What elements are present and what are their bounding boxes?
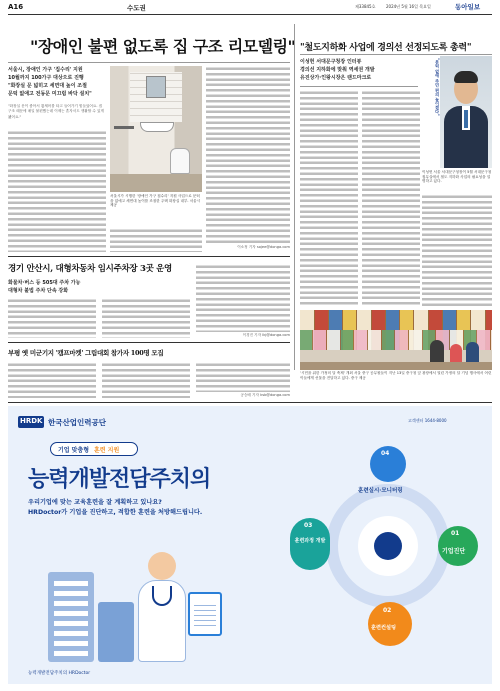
step-label-01: 기업진단 [442, 548, 466, 555]
article2-title: "철도지하화 사업에 경의선 선정되도록 총력" [300, 43, 472, 53]
step-label-04: 훈련실시·모니터링 [358, 488, 403, 494]
mirror-shape [146, 76, 166, 98]
article3-title: 경기 안산시, 대형차동차 임시주차장 3곳 운영 [8, 264, 172, 274]
building-windows [54, 580, 88, 656]
article2-subtitle-line: 경의선 지하화에 맞춰 역세권 개발 [300, 67, 375, 73]
ad-brand-ko: 한국산업인력공단 [48, 418, 106, 427]
article1-lede: "화장실 문이 좁아서 휠체어를 타고 들어가기 힘들었어요. 집 구조 때문에 매일 불편했는데 이제는 혼자서도 생활할 수 있게 됐어요." [8, 104, 104, 119]
article3-body-col3 [196, 264, 290, 332]
ad-desc-line: 우리기업에 맞는 교육훈련을 잘 계획하고 있나요? [28, 499, 162, 506]
article3-subtitle [8, 280, 168, 295]
step-label-02: 훈련컨설팅 [371, 625, 397, 631]
article4-byline: 공승배 기자 ksb@donga.com [240, 393, 290, 397]
portrait-hair [454, 71, 478, 83]
ad-description [28, 498, 268, 518]
article1-title: "장애인 불편 없도록 집 구조 리모델링" [30, 37, 296, 56]
sink-shape [140, 122, 174, 132]
article2-subtitle-line: 이성헌 서대문구청장 인터뷰 [300, 59, 362, 65]
step-no-01: 01 [451, 530, 460, 537]
article4-title: 부평 옛 미군기지 '캠프마켓' 그림대회 참가자 100명 모집 [8, 349, 164, 357]
article2-portrait [440, 56, 492, 168]
article3-byline: 이경진 기자 lkj@donga.com [242, 333, 290, 337]
ad-tag2: 훈련 지원 [94, 447, 120, 454]
issue-number: 제33845호 [355, 4, 376, 9]
toilet-shape [170, 148, 190, 174]
ad-tag1: 기업 맞춤형 [58, 447, 90, 454]
header-rule [8, 14, 492, 15]
clipboard-lines [194, 602, 216, 630]
column-divider [294, 24, 295, 370]
doctor-icon [148, 552, 176, 580]
article4-body-col3 [196, 362, 290, 392]
article5-photo-caption: '시민을 위한 가정의 달 축제' 개최 서울 중구 공무원들이 지난 13일 중구청 앞 광장에서 열린 가정의 달 기념 행사에서 어린이들에게 선물을 전달하고 있다. 중구 제공 [300, 371, 492, 380]
article1-body-col2 [110, 228, 202, 252]
article3-subtitle-line: 대형차 불법 주차 단속 강화 [8, 287, 69, 294]
ad-illustration [38, 532, 248, 672]
advertisement-top-rule [8, 402, 492, 403]
issue-date: 2024년 5월 16일 목요일 [386, 4, 431, 9]
article2-sidebar-quote: "문턱 없애 주민 편의 높이겠다" [435, 58, 440, 116]
article3-body-col1 [8, 298, 96, 338]
article2-body-col1 [300, 90, 358, 306]
page-header [0, 0, 500, 14]
article5-photo [300, 310, 492, 370]
section-name: 수도권 [127, 4, 146, 12]
article2-title-rule [300, 54, 492, 55]
stethoscope-icon [152, 586, 172, 606]
article1-subtitle-line: 문턱 없애고 전동문 미끄럼 바닥 설치" [8, 91, 92, 97]
floor-shape [300, 362, 492, 370]
article1-subtitle-line: 10월까지 100가구 대상으로 진행 [8, 75, 84, 81]
article1-subtitle [8, 66, 108, 98]
article1-title-rule [8, 62, 290, 63]
step-no-02: 02 [383, 607, 392, 614]
article1-photo [110, 66, 202, 192]
article4-body-col2 [102, 362, 190, 398]
article1-subtitle-line: 서울시, 장애인 가구 '집수리' 지원 [8, 67, 83, 73]
ad-contact: 고객센터 1644-8000 [408, 418, 447, 423]
article4-top-rule [8, 342, 290, 343]
step-label-03: 훈련과정 개발 [294, 538, 326, 544]
floor-shape [110, 174, 202, 192]
article2-subtitle [300, 58, 418, 82]
article4-body-col1 [8, 362, 96, 398]
ring-center-icon [374, 532, 402, 560]
article3-body-col2 [102, 298, 190, 338]
handrail-shape [114, 126, 134, 129]
article2-subtitle-line: 유진상가·인왕시장은 랜드마크로 [300, 75, 372, 81]
article2-photo-caption: 이성헌 서울 서대문구청장이 5월 서대문구청 집무실에서 철도 지하화 사업의 필요성을 설명하고 있다. [422, 170, 492, 184]
paper-name: 동아일보 [455, 3, 481, 11]
building-icon [98, 602, 134, 662]
ad-desc-line: HRDoctor가 기업을 진단하고, 적합한 훈련을 처방해드립니다. [28, 509, 203, 516]
ad-headline: 능력개발전담주치의 [28, 466, 211, 492]
step-no-03: 03 [304, 522, 313, 529]
article1-subtitle-line: "화장실 문 넓히고 세면대 높이 조절 [8, 83, 87, 89]
article1-body-col1 [8, 130, 106, 252]
page-number: A16 [8, 3, 24, 11]
advertisement[interactable] [8, 406, 492, 684]
article1-byline: 이소정 기자 sojee@donga.com [237, 245, 290, 249]
article2-body-col3 [422, 194, 492, 306]
portrait-tie [464, 110, 468, 128]
ad-brand-en: HRDK [20, 417, 43, 425]
article3-top-rule [8, 256, 290, 257]
article1-photo-caption: 서울시가 시행한 '장애인 가구 집수리' 지원 사업으로 문턱을 없애고 세면대 높이를 조절한 주택 화장실 내부. 서울시 제공 [110, 194, 201, 208]
ad-footer: 능력개발전담주치의 HRDoctor [28, 671, 91, 676]
article3-subtitle-line: 화물차·버스 등 505대 주차 가능 [8, 280, 81, 286]
article2-body-col2 [362, 90, 420, 306]
article1-body-col3 [206, 66, 290, 244]
article2-sub-rule [300, 86, 418, 87]
paintings-wall-row2 [300, 330, 492, 350]
step-no-04: 04 [381, 450, 390, 457]
